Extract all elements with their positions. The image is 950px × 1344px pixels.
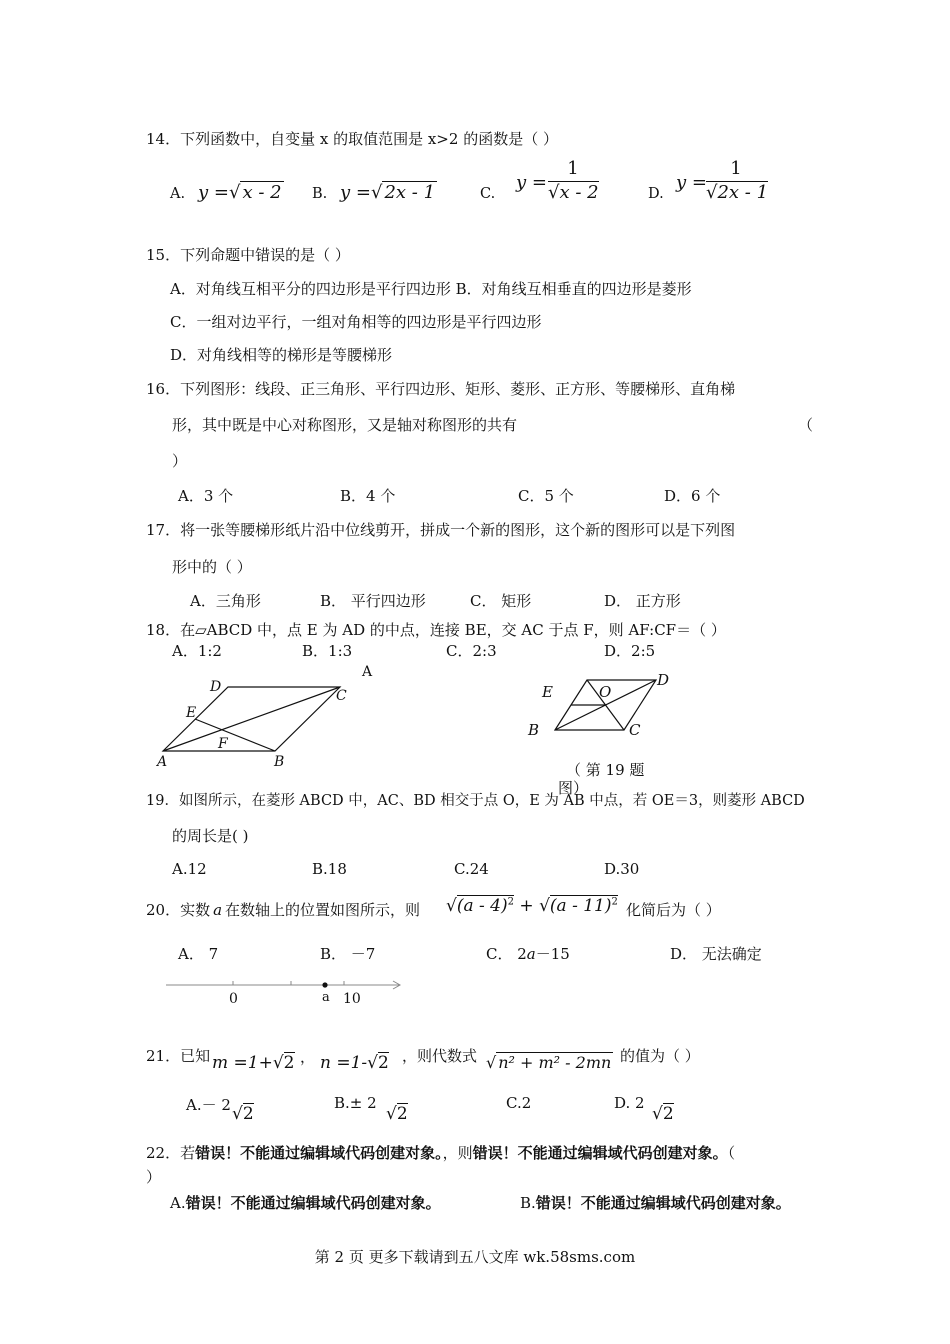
q19-option-a: A.12 [172, 860, 207, 878]
q18-parallelogram-figure [150, 660, 390, 772]
fig18-label-d: D [210, 679, 222, 695]
q14-d-fraction: 1 √2x - 1 [706, 158, 769, 203]
q18-option-d: D．2:5 [604, 642, 656, 660]
q14-stem: 14．下列函数中，自变量 x 的取值范围是 x>2 的函数是（ ） [146, 130, 558, 148]
q14-option-d: D. [648, 186, 664, 202]
q17-option-d: D． 正方形 [604, 592, 681, 610]
q15-option-c: C．一组对边平行，一组对角相等的四边形是平行四边形 [170, 313, 542, 331]
q22-stem: 22．若错误！不能通过编辑域代码创建对象。，则错误！不能通过编辑域代码创建对象。（ [146, 1144, 736, 1162]
fig19-caption-line2: 图） [558, 779, 589, 797]
q22-option-b: B.错误！不能通过编辑域代码创建对象。 [520, 1194, 791, 1212]
q21-radical: √ n² + m² - 2mn [486, 1053, 612, 1072]
fig19-label-b: B [528, 721, 540, 739]
q17-option-b: B． 平行四边形 [320, 592, 426, 610]
fig18-label-b: B [274, 754, 285, 770]
q19-rhombus-figure [520, 668, 680, 746]
q20-option-c: C． 2a－15 [486, 945, 570, 963]
q16-paren-close: ） [172, 452, 188, 470]
q14-option-a: A. [170, 186, 186, 202]
q14-c-fraction: 1 √x - 2 [548, 158, 599, 203]
q20-expression: √(a - 4)$^2$ + √(a - 11)$^2$ [446, 896, 618, 916]
q16-option-a: A．3 个 [178, 487, 234, 505]
q21-option-c: C.2 [506, 1094, 532, 1112]
q14-a-formula: y =√ x - 2 [198, 182, 282, 203]
q21-stem-post: 的值为（ ） [620, 1047, 700, 1065]
q15-stem: 15．下列命题中错误的是（ ） [146, 246, 350, 264]
q17-option-a: A．三角形 [190, 592, 261, 610]
q16-stem-line1: 16．下列图形：线段、正三角形、平行四边形、矩形、菱形、正方形、等腰梯形、直角梯 [146, 380, 736, 398]
fig19-label-e: E [542, 683, 553, 701]
q22-option-a: A.错误！不能通过编辑域代码创建对象。 [170, 1194, 441, 1212]
q16-option-c: C．5 个 [518, 487, 574, 505]
q21-stem-pre: 21．已知 [146, 1047, 211, 1065]
numline-label-10: 10 [343, 991, 361, 1007]
q21-stem-mid: ，则代数式 [402, 1047, 478, 1065]
q18-stem: 18．在▱ABCD 中，点 E 为 AD 的中点，连接 BE，交 AC 于点 F，则 AF:CF＝（ ） [146, 621, 726, 639]
q21-comma: ， [300, 1048, 316, 1066]
q20-stem-post: 化简后为（ ） [626, 901, 721, 919]
q16-option-b: B．4 个 [340, 487, 396, 505]
q20-option-b: B． －7 [320, 945, 376, 963]
q19-stem-line1: 19．如图所示，在菱形 ABCD 中，AC、BD 相交于点 O，E 为 AB 中点，若 OE＝3，则菱形 ABCD [146, 793, 805, 809]
q19-option-d: D.30 [604, 860, 640, 878]
q17-stem-line2: 形中的（ ） [172, 558, 252, 576]
fig19-label-o: O [599, 683, 612, 701]
q20-option-a: A． 7 [178, 945, 219, 963]
q20-number-line [160, 974, 410, 1014]
q17-stem-line1: 17．将一张等腰梯形纸片沿中位线剪开，拼成一个新的图形，这个新的图形可以是下列图 [146, 521, 736, 539]
fig19-label-c: C [629, 721, 641, 739]
fig19-label-d: D [657, 671, 670, 689]
q18-option-c: C．2:3 [446, 642, 497, 660]
fig18-stray-label-a: A [362, 664, 373, 680]
numline-label-0: 0 [229, 991, 238, 1007]
q22-paren-close: ） [146, 1168, 162, 1186]
q21-m-expression: m =1+√2 [212, 1053, 295, 1073]
fig19-caption-line1: （ 第 19 题 [566, 761, 645, 779]
fig18-label-c: C [336, 688, 347, 704]
q14-d-formula: y = [676, 172, 707, 193]
q20-option-d: D． 无法确定 [670, 945, 762, 963]
q21-option-a: A.－ 2 √2 [186, 1096, 254, 1124]
q21-option-b: B.± 2 √2 [334, 1094, 408, 1124]
q16-paren-open: （ [798, 416, 814, 434]
q14-c-formula: y = [516, 172, 547, 193]
q15-option-d: D．对角线相等的梯形是等腰梯形 [170, 346, 393, 364]
q19-stem-line2: 的周长是( ) [172, 827, 249, 845]
fig18-label-e: E [186, 705, 197, 721]
page-footer: 第 2 页 更多下载请到五八文库 wk.58sms.com [314, 1248, 636, 1266]
q16-option-d: D．6 个 [664, 487, 721, 505]
q14-b-formula: y =√ 2x - 1 [340, 182, 436, 203]
q21-option-d: D. 2 √2 [614, 1094, 674, 1124]
q19-option-b: B.18 [312, 860, 347, 878]
q15-option-ab: A．对角线互相平分的四边形是平行四边形 B．对角线互相垂直的四边形是菱形 [170, 280, 692, 298]
q18-option-a: A．1:2 [172, 642, 222, 660]
q16-stem-line2: 形，其中既是中心对称图形，又是轴对称图形的共有 [172, 416, 518, 434]
q20-stem: 20．实数 a 在数轴上的位置如图所示，则 [146, 901, 421, 919]
fig18-label-a: A [157, 754, 168, 770]
q14-option-c: C. [480, 186, 496, 202]
fig18-label-f: F [218, 736, 228, 752]
q14-option-b: B. [312, 186, 328, 202]
q17-option-c: C． 矩形 [470, 592, 532, 610]
numline-label-a: a [322, 990, 330, 1005]
q18-option-b: B．1:3 [302, 642, 353, 660]
q21-n-expression: n =1-√2 [320, 1053, 389, 1073]
q19-option-c: C.24 [454, 860, 489, 878]
